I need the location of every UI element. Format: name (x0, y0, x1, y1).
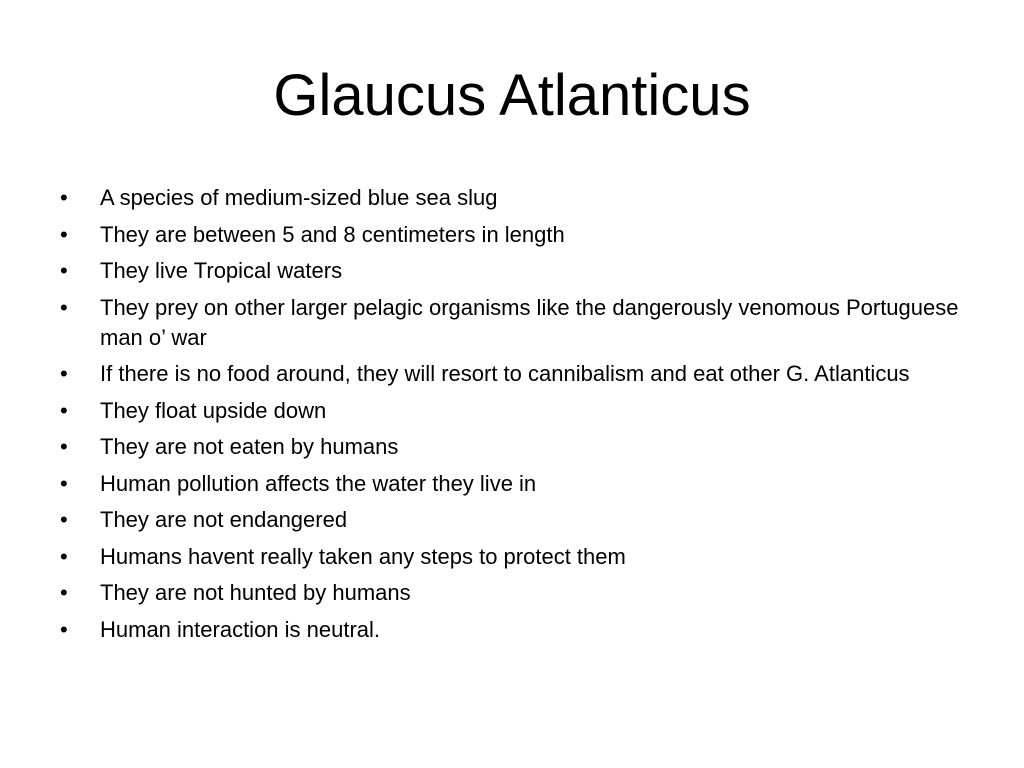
slide-title: Glaucus Atlanticus (273, 63, 751, 128)
bullet-item (58, 183, 978, 213)
bullet-item (58, 615, 978, 645)
bullet-item (58, 220, 978, 250)
bullet-text: Human pollution affects the water they live in (100, 470, 537, 496)
bullet-text: A species of medium-sized blue sea slug (100, 185, 498, 210)
bullet-text: They prey on other larger pelagic organisms like the dangerously venomous Portuguese man o’ war (100, 294, 959, 350)
bullet-icon: • (60, 294, 68, 320)
bullet-icon: • (60, 258, 68, 283)
bullet-icon: • (60, 470, 68, 496)
bullet-icon: • (60, 543, 68, 569)
bullet-text: They are not endangered (100, 507, 348, 532)
bullet-icon: • (60, 185, 68, 210)
bullet-item (58, 578, 978, 608)
bullet-text: They are not hunted by humans (100, 580, 411, 605)
bullet-text: They are between 5 and 8 centimeters in length (100, 221, 565, 247)
bullet-icon: • (60, 361, 68, 386)
bullet-icon: • (60, 507, 68, 532)
bullet-item (58, 293, 978, 353)
bullet-list (58, 183, 978, 651)
bullet-icon: • (60, 434, 68, 459)
bullet-icon: • (60, 580, 68, 605)
bullet-item (58, 359, 978, 389)
bullet-item (58, 432, 978, 462)
bullet-text: Human interaction is neutral. (100, 616, 381, 642)
bullet-item (58, 396, 978, 426)
bullet-icon: • (60, 221, 68, 247)
bullet-text: They are not eaten by humans (100, 434, 399, 459)
bullet-text: They float upside down (100, 397, 327, 423)
bullet-item (58, 469, 978, 499)
bullet-item (58, 542, 978, 572)
bullet-text: Humans havent really taken any steps to protect them (100, 543, 626, 569)
bullet-icon: • (60, 397, 68, 423)
bullet-text: If there is no food around, they will resort to cannibalism and eat other G. Atlanticus (100, 361, 910, 386)
bullet-icon: • (60, 616, 68, 642)
bullet-text: They live Tropical waters (100, 258, 343, 283)
bullet-item (58, 505, 978, 535)
bullet-item (58, 256, 978, 286)
